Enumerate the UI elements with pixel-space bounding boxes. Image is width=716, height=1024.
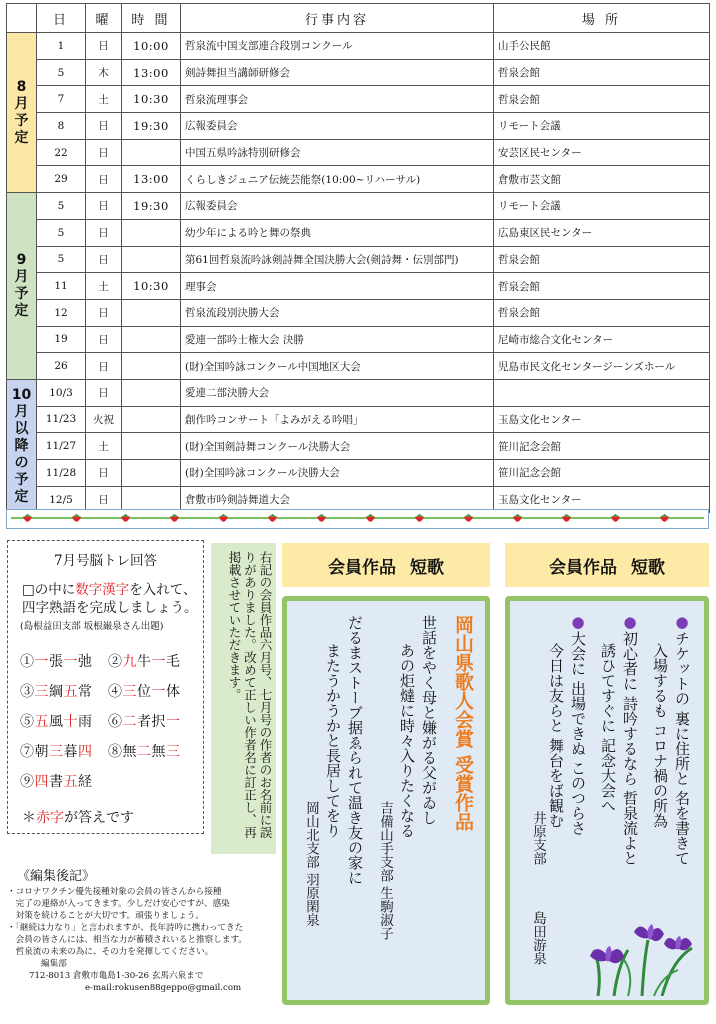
- quiz-answer-number: ⑤: [20, 714, 35, 730]
- quiz-answer-number: ⑥: [108, 714, 123, 730]
- month-label: [7, 379, 37, 512]
- cell-place: 倉敷市芸文館: [494, 166, 710, 193]
- tanka-header-right: [505, 543, 709, 587]
- cell-place: 尼崎市総合文化センター: [494, 326, 710, 353]
- poem-bullet: ●: [621, 613, 639, 631]
- strawberry-icon: [168, 512, 181, 525]
- quiz-answer-char: 四: [34, 774, 49, 790]
- cell-time: 13:00: [122, 166, 181, 193]
- header-day: 日: [37, 4, 86, 33]
- schedule-row: [7, 299, 710, 326]
- quiz-answer: [20, 741, 93, 761]
- editor-dept: 編集部: [41, 959, 67, 969]
- cell-event: (財)全国剣詩舞コンクール決勝大会: [181, 433, 494, 460]
- quiz-answer: [20, 651, 93, 671]
- poem-line: 今日は友らと 舞台をば観む: [547, 643, 565, 828]
- schedule-row: [7, 353, 710, 380]
- strawberry-icon: [21, 512, 34, 525]
- quiz-answer-number: ⑦: [20, 744, 35, 760]
- cell-day: 5: [37, 246, 86, 273]
- month-label-char: 月: [14, 403, 29, 420]
- quiz-answer-char: 張: [49, 654, 64, 670]
- poem-line-text: 初心者に 詩吟するなら 哲泉流よと: [621, 631, 639, 866]
- poem-line: だるまストーブ据ゑられて温き友の家に: [346, 615, 364, 885]
- header-month: [7, 4, 37, 33]
- cell-weekday: 日: [86, 246, 122, 273]
- quiz-instruction-line2: 四字熟語を完成しましょう。: [22, 600, 198, 616]
- cell-event: 愛連一部吟士権大会 決勝: [181, 326, 494, 353]
- quiz-answer: [20, 711, 93, 731]
- strawberry-icon: [511, 512, 524, 525]
- cell-day: 19: [37, 326, 86, 353]
- quiz-instruction: [22, 581, 198, 617]
- quiz-answer-char: 無: [122, 744, 137, 760]
- cell-event: (財)全国吟詠コンクール中国地区大会: [181, 353, 494, 380]
- schedule-row: [7, 433, 710, 460]
- cell-time: [122, 299, 181, 326]
- cell-weekday: 日: [86, 33, 122, 60]
- cell-day: 11/27: [37, 433, 86, 460]
- strawberry-icon: [315, 512, 328, 525]
- schedule-row: [7, 326, 710, 353]
- month-label-char: 10: [11, 386, 32, 403]
- strawberry-divider: [6, 509, 709, 529]
- cell-event: 広報委員会: [181, 113, 494, 140]
- cell-weekday: 土: [86, 433, 122, 460]
- cell-place: 笹川記念会館: [494, 433, 710, 460]
- cell-event: 理事会: [181, 273, 494, 300]
- cell-event: 倉敷市吟剣詩舞道大会: [181, 486, 494, 513]
- cell-weekday: 日: [86, 353, 122, 380]
- cell-place: [494, 379, 710, 406]
- quiz-note-red: 赤字: [36, 810, 64, 826]
- schedule-row: [7, 460, 710, 487]
- cell-day: 7: [37, 86, 86, 113]
- quiz-answer-char: 一: [151, 654, 166, 670]
- editor-note-title: 《編集後記》: [17, 869, 96, 884]
- quiz-answer-char: 三: [166, 744, 181, 760]
- cell-day: 10/3: [37, 379, 86, 406]
- cell-place: 哲泉会館: [494, 246, 710, 273]
- cell-day: 11/23: [37, 406, 86, 433]
- cell-day: 12/5: [37, 486, 86, 513]
- month-label-char: 予: [14, 471, 29, 488]
- month-label: [7, 193, 37, 380]
- schedule-row: [7, 406, 710, 433]
- quiz-answer-char: 位: [137, 684, 152, 700]
- tanka-header-subtitle: 短歌: [631, 557, 665, 578]
- quiz-answer-char: 一: [166, 714, 181, 730]
- cell-weekday: 日: [86, 460, 122, 487]
- quiz-answer-char: 五: [63, 684, 78, 700]
- cell-event: 第61回哲泉流吟詠剣詩舞全国決勝大会(剣詩舞・伝別部門): [181, 246, 494, 273]
- quiz-note-pre: ＊: [22, 810, 36, 826]
- quiz-note-post: が答えです: [64, 810, 134, 826]
- cell-event: 中国五県吟詠特別研修会: [181, 139, 494, 166]
- poem-branch: 井原支部: [530, 811, 546, 865]
- poem-author: 岡山北支部 羽原閑泉: [303, 801, 319, 927]
- month-label-char: 以: [14, 420, 29, 437]
- quiz-answer-char: 常: [78, 684, 93, 700]
- quiz-answer-number: ⑨: [20, 774, 35, 790]
- cell-time: [122, 326, 181, 353]
- cell-event: 創作吟コンサート「よみがえる吟唱」: [181, 406, 494, 433]
- cell-weekday: 日: [86, 219, 122, 246]
- poem-bullet: ●: [673, 613, 691, 631]
- quiz-answer-char: 三: [49, 744, 64, 760]
- cell-time: 10:30: [122, 273, 181, 300]
- cell-time: [122, 219, 181, 246]
- poem-line: あの炬燵に時々入りたくなる: [398, 643, 416, 838]
- cell-time: 19:30: [122, 113, 181, 140]
- strawberry-icon: [658, 512, 671, 525]
- editor-note-line: 哲泉流の未来の為に、その力を発揮してください。: [7, 947, 214, 957]
- tanka-header-left: [282, 543, 490, 587]
- correction-text: 右記の会員作品六月号、七月号の作者のお名前に誤りがありました。改めて正しい作者名に訂正し、再掲載させていただきます。: [227, 551, 273, 839]
- tanka-header-title: 会員作品: [549, 557, 617, 578]
- schedule-row: [7, 59, 710, 86]
- quiz-answer: [20, 681, 93, 701]
- cell-weekday: 土: [86, 86, 122, 113]
- schedule-row: [7, 379, 710, 406]
- cell-time: 10:30: [122, 86, 181, 113]
- quiz-answer-char: 雨: [78, 714, 93, 730]
- cell-day: 8: [37, 113, 86, 140]
- cell-event: 哲泉流段別決勝大会: [181, 299, 494, 326]
- cell-weekday: 日: [86, 139, 122, 166]
- vine-line: [11, 517, 704, 519]
- cell-day: 11: [37, 273, 86, 300]
- cell-time: 13:00: [122, 59, 181, 86]
- schedule-body: [7, 33, 710, 513]
- cell-time: 10:00: [122, 33, 181, 60]
- cell-weekday: 日: [86, 193, 122, 220]
- cell-time: [122, 139, 181, 166]
- cell-event: 愛連二部決勝大会: [181, 379, 494, 406]
- month-label-char: 定: [14, 129, 29, 146]
- editor-email: e-mail:rokusen88geppo@gmail.com: [85, 983, 242, 993]
- cell-place: 哲泉会館: [494, 273, 710, 300]
- cell-time: 19:30: [122, 193, 181, 220]
- quiz-answer-char: 朝: [34, 744, 49, 760]
- quiz-answer-char: 弛: [78, 654, 93, 670]
- quiz-answer-char: 一: [34, 654, 49, 670]
- cell-event: くらしきジュニア伝統芸能祭(10:00~リハーサル): [181, 166, 494, 193]
- quiz-answer-number: ③: [20, 684, 35, 700]
- cell-place: 玉島文化センター: [494, 406, 710, 433]
- editor-note-line: 会員の皆さんには、相当な力が蓄積されいると推察します。: [7, 935, 247, 945]
- poem-line: [570, 613, 586, 836]
- quiz-answer-char: 三: [34, 684, 49, 700]
- quiz-answer-char: 一: [151, 684, 166, 700]
- month-label-char: の: [14, 454, 29, 471]
- cell-weekday: 日: [86, 326, 122, 353]
- month-label-char: 9: [16, 252, 27, 269]
- quiz-answer-box: [7, 540, 204, 834]
- poem-line: またうかうかと長居してをり: [324, 643, 342, 838]
- cell-place: 笹川記念会館: [494, 460, 710, 487]
- cell-event: 広報委員会: [181, 193, 494, 220]
- strawberry-icon: [413, 512, 426, 525]
- cell-day: 1: [37, 33, 86, 60]
- poem-line: [674, 613, 690, 866]
- cell-weekday: 日: [86, 113, 122, 140]
- header-place: 場 所: [494, 4, 710, 33]
- editor-address: 712-8013 倉敷市亀島1-30-26 玄馬六泉まで: [29, 971, 204, 981]
- cell-day: 12: [37, 299, 86, 326]
- strawberry-icon: [119, 512, 132, 525]
- cell-day: 5: [37, 193, 86, 220]
- cell-day: 5: [37, 59, 86, 86]
- tanka-header-subtitle: 短歌: [410, 557, 444, 578]
- quiz-answer-char: 二: [137, 744, 152, 760]
- cell-event: 幼少年による吟と舞の祭典: [181, 219, 494, 246]
- cell-event: (財)全国吟詠コンクール決勝大会: [181, 460, 494, 487]
- quiz-answer-char: 十: [63, 714, 78, 730]
- quiz-answer: [20, 771, 93, 791]
- cell-weekday: 日: [86, 379, 122, 406]
- cell-place: リモート会議: [494, 113, 710, 140]
- cell-day: 22: [37, 139, 86, 166]
- quiz-answer-char: 三: [122, 684, 137, 700]
- month-label-char: 8: [16, 78, 27, 95]
- header-event: 行事内容: [181, 4, 494, 33]
- cell-place: 山手公民館: [494, 33, 710, 60]
- quiz-answer-char: 体: [166, 684, 181, 700]
- cell-event: 哲泉流理事会: [181, 86, 494, 113]
- strawberry-icon: [364, 512, 377, 525]
- cell-day: 29: [37, 166, 86, 193]
- month-label-char: 予: [14, 112, 29, 129]
- cell-weekday: 木: [86, 59, 122, 86]
- cell-weekday: 火祝: [86, 406, 122, 433]
- quiz-answer: [108, 651, 181, 671]
- schedule-row: [7, 86, 710, 113]
- cell-time: [122, 406, 181, 433]
- cell-day: 26: [37, 353, 86, 380]
- quiz-answer-char: 風: [49, 714, 64, 730]
- quiz-credit: (島根益田支部 坂根巌泉さん出題): [20, 621, 164, 632]
- editor-note-line: 完了の連絡が入ってきます。少しだけ安心ですが、感染: [7, 899, 230, 909]
- quiz-answer-char: 者択: [137, 714, 166, 730]
- quiz-answer-char: 書: [49, 774, 64, 790]
- cell-time: [122, 379, 181, 406]
- header-time: 時 間: [122, 4, 181, 33]
- quiz-note: [22, 807, 134, 827]
- cell-day: 11/28: [37, 460, 86, 487]
- month-label: [7, 33, 37, 193]
- strawberry-icon: [609, 512, 622, 525]
- schedule-row: [7, 193, 710, 220]
- strawberry-icon: [462, 512, 475, 525]
- schedule-row: [7, 219, 710, 246]
- header-weekday: 曜: [86, 4, 122, 33]
- month-label-char: 定: [14, 488, 29, 505]
- cell-weekday: 土: [86, 273, 122, 300]
- editor-note-line: ・「継続は力なり」と言われますが、長年詩吟に携わってきた: [7, 923, 244, 933]
- quiz-answer-char: 二: [122, 714, 137, 730]
- editor-note-body: [7, 886, 279, 958]
- cell-place: 哲泉会館: [494, 86, 710, 113]
- poem-line: 誘ひてすぐに 記念大会へ: [599, 643, 617, 813]
- quiz-instruction-red: 数字漢字: [75, 582, 130, 598]
- quiz-answer: [108, 681, 181, 701]
- month-label-char: 月: [14, 95, 29, 112]
- cell-place: 哲泉会館: [494, 299, 710, 326]
- cell-place: 玉島文化センター: [494, 486, 710, 513]
- quiz-instruction-post: を入れて、: [129, 582, 197, 598]
- strawberry-icon: [266, 512, 279, 525]
- schedule-row: [7, 166, 710, 193]
- month-label-char: 降: [14, 437, 29, 454]
- cell-place: 安芸区民センター: [494, 139, 710, 166]
- quiz-answer-char: 毛: [166, 654, 181, 670]
- cell-day: 5: [37, 219, 86, 246]
- strawberry-icon: [217, 512, 230, 525]
- poem-author: 吉備山手支部 生駒淑子: [377, 801, 393, 941]
- strawberry-icon: [70, 512, 83, 525]
- month-label-char: 定: [14, 303, 29, 320]
- cell-time: [122, 246, 181, 273]
- poem-bullet: ●: [569, 613, 587, 631]
- cell-weekday: 日: [86, 166, 122, 193]
- cell-weekday: 日: [86, 299, 122, 326]
- cell-time: [122, 433, 181, 460]
- cell-place: 哲泉会館: [494, 59, 710, 86]
- quiz-answer-char: 綱: [49, 684, 64, 700]
- cell-weekday: 日: [86, 486, 122, 513]
- poem-line-text: チケットの 裏に住所と 名を書きて: [673, 631, 691, 866]
- quiz-answer-char: 九: [122, 654, 137, 670]
- quiz-answer-char: 暮: [63, 744, 78, 760]
- quiz-answer-number: ④: [108, 684, 123, 700]
- schedule-row: [7, 139, 710, 166]
- quiz-answer: [108, 741, 181, 761]
- cell-place: 広島東区民センター: [494, 219, 710, 246]
- quiz-answer-number: ⑧: [108, 744, 123, 760]
- iris-flower-illustration: [588, 920, 696, 996]
- poem-line: 世話をやく母と嫌がる父がゐし: [420, 615, 438, 825]
- tanka-header-title: 会員作品: [328, 557, 396, 578]
- poem-line: [622, 613, 638, 866]
- award-title: 岡山県歌人会賞 受賞作品: [452, 615, 474, 831]
- quiz-answer-number: ①: [20, 654, 35, 670]
- strawberry-icon: [560, 512, 573, 525]
- quiz-answer-char: 五: [63, 774, 78, 790]
- month-label-char: 月: [14, 269, 29, 286]
- month-label-char: 予: [14, 286, 29, 303]
- quiz-answer-char: 無: [151, 744, 166, 760]
- quiz-answer-char: 牛: [137, 654, 152, 670]
- correction-note: [211, 543, 276, 854]
- schedule-row: [7, 246, 710, 273]
- schedule-table: [6, 3, 710, 513]
- schedule-row: [7, 33, 710, 60]
- cell-place: 児島市民文化センタージーンズホール: [494, 353, 710, 380]
- editor-note-line: ・コロナワクチン優先接種対象の会員の皆さんから接種: [7, 887, 222, 897]
- schedule-row: [7, 113, 710, 140]
- cell-place: リモート会議: [494, 193, 710, 220]
- editor-note-line: 対策を続けることが大切です。頑張りましょう。: [7, 911, 204, 921]
- schedule-header-row: [7, 4, 710, 33]
- poem-line: 入場するも コロナ禍の所為: [651, 643, 669, 828]
- quiz-answer-char: 経: [78, 774, 93, 790]
- cell-time: [122, 460, 181, 487]
- quiz-title: 7月号脳トレ回答: [53, 553, 158, 569]
- cell-event: 剣詩舞担当講師研修会: [181, 59, 494, 86]
- cell-time: [122, 353, 181, 380]
- poem-author: 島田游泉: [530, 911, 546, 965]
- cell-event: 哲泉流中国支部連合段別コンクール: [181, 33, 494, 60]
- quiz-instruction-pre: □の中に: [22, 582, 76, 598]
- quiz-answer-char: 一: [63, 654, 78, 670]
- tanka-panel-left: [282, 596, 490, 1005]
- poem-line-text: 大会に 出場できぬ このつらさ: [569, 631, 587, 836]
- quiz-answer-char: 五: [34, 714, 49, 730]
- editor-note: [7, 871, 279, 994]
- quiz-answer-number: ②: [108, 654, 123, 670]
- schedule-row: [7, 273, 710, 300]
- quiz-answer-char: 四: [78, 744, 93, 760]
- quiz-answer: [108, 711, 181, 731]
